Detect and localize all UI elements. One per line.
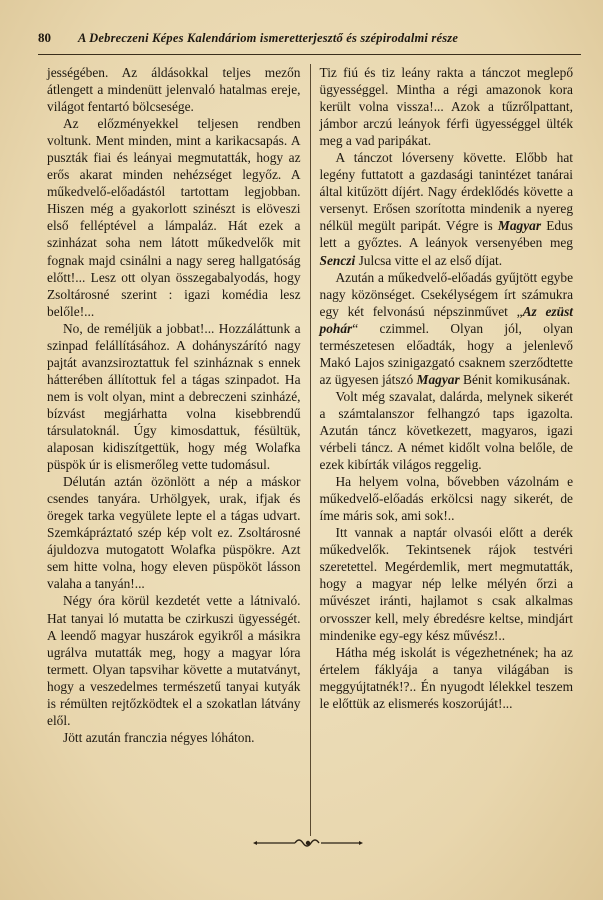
text-run: Azután a műkedvelő-előadás gyűjtött egybe nagy közönséget. Csekélységem írt számukra egy két felvonású népszinművet „ (319, 269, 574, 319)
paragraph (320, 473, 574, 524)
paragraph: Négy óra körül kezdetét vette a látnivaló. Hat tanyai ló mutatta be czirkuszi ügyességét. A leendő magyar huszárok egyikről a másikra ugrálva mutatták meg, hogy a magyar lóra termett. Olyan tapsvihar követte a mutatványt, hogy a veszedelmes természetű tanyai kutyák is rémülten rejtőzködtek el a szokatlan látvány elől. (47, 593, 301, 728)
paragraph (320, 149, 574, 268)
text-run: Volt még szavalat, dalárda, melynek sikerét a számtalanszor felhangzó taps igazolta. Azután táncz következett, magyaros, igazi vérbeli táncz. A német kidőlt volna belőle, de ezek kibírták világos reggelig. (319, 388, 574, 473)
text-run: A tánczot lóverseny követte. Előbb hat legény futtatott a gazdasági tanintézet tanárai által kitűzött díjért. Nagy érdeklődés követte a versenyt. Erősen szorította mindenik a nyereg nélkül megült paripát. Végre is (319, 150, 574, 234)
paragraph: No, de reméljük a jobbat!... Hozzáláttunk a szinpad felállításához. A dohányszárító nagy pajtát avanzsiroztattuk fel szinháznak s ennek hátterében állítottuk fel a tágas szinpadot. Ha nem is volt olyan, mint a debreczeni szinházé, bízvást megjárhatta volna kisebbrendű társulatoknál. Úgy kimosdattuk, fésültük, alaposan kidiszítgettük, hogy még Wolafka püspök úr is elismerőleg vette tudomásul. (47, 320, 301, 473)
paragraph (320, 644, 574, 712)
paragraph: Az előzményekkel teljesen rendben voltunk. Ment minden, mint a karikacsapás. A puszták fiai és leányai megmutatták, hogy az erős akarat minden nehézséget legyőz. A műkedvelő-előadástól tartottam legjobban. Hiszen még a gyakorlott szinészt is elöveszi első felléptével a lámpaláz. Hát ezek a szinházat soha nem látott műkedvelők mit fognak majd csinálni a nagy sereg hallgatóság előtt!... Lesz ott olyan összegabalyodás, hogy Zsoltárosné szerint : igazi komédia lesz belőle!... (47, 116, 301, 319)
paragraph (320, 269, 574, 388)
text-run: Ha helyem volna, bővebben vázolnám e műkedvelő-előadás erkölcsi nagy sikerét, de íme máris sok, ami sok!.. (319, 474, 574, 524)
text-run: Tiz fiú és tiz leány rakta a tánczot meglepő ügyességgel. Mintha a régi amazonok kora került volna vissza!... Azok a tűzrőlpattant, jámbor arczú leányok férfi ügyességgel ülték meg a vad paripákat. (319, 65, 574, 149)
running-header (38, 30, 581, 55)
emphasized-text: Magyar (416, 371, 460, 387)
left-column (47, 64, 301, 836)
text-run: Hátha még iskolát is végezhetnének; ha az értelem fáklyája a tanya világában is meggyújtatnék!?.. Én nyugodt lélekkel teszem le előttük az elismerés koszorúját!... (319, 644, 574, 711)
paragraph: Jött azután franczia négyes lóháton. (63, 729, 255, 745)
right-column (320, 64, 574, 836)
text-run: “ czimmel. Olyan jól, olyan természetesen előadták, hogy a jelenlevő Makó Lajos szinigazgató csaknem szerződtette az ügyesen játszó (319, 320, 574, 387)
emphasized-text: Az ezüst pohár (319, 303, 574, 336)
emphasized-text: Senczi (319, 252, 356, 268)
paragraph (320, 64, 574, 149)
text-columns (47, 64, 573, 836)
text-run: Itt vannak a naptár olvasói előtt a derék műkedvelők. Tekintsenek rájok testvéri szeretettel. Megérdemlik, mert megmutatták, hogy a magyar nép lelke mélyén őrzi a művészet iránti, hajlamot s csak alkalmas orvosszer kell, mely ébredésre keltse, mindjárt mindenike egy-egy kész művész!.. (319, 525, 574, 643)
running-title: A Debreczeni Képes Kalendáriom ismeretterjesztő és szépirodalmi része (78, 31, 459, 45)
column-divider (310, 64, 311, 836)
ornament-rule-icon (253, 835, 363, 851)
paragraph: jességében. Az áldásokkal teljes mezőn átlengett a mindenütt jelenvaló hatalmas ereje, világot fentartó bölcsesége. (47, 65, 301, 115)
emphasized-text: Magyar (497, 218, 542, 234)
paragraph: Délután aztán özönlött a nép a máskor csendes tanyára. Urhölgyek, urak, ifjak és öregek tarka vegyülete lepte el a tágas udvart. Szemkápráztató szép kép volt ez. Zsoltárosné ájuldozva mutogatott Wolafka püspökre. Azt sem hitte volna, hogy eleven püspököt lásson valaha a tanyán!... (47, 474, 301, 592)
paragraph (320, 388, 574, 473)
text-run: Julcsa vitte el az első díjat. (355, 252, 503, 268)
paragraph (320, 524, 574, 643)
text-run: Edus lett a győztes. A leányok versenyében meg (319, 218, 574, 251)
end-ornament (253, 835, 363, 851)
page-number: 80 (38, 30, 51, 45)
text-run: Bénit komikusának. (459, 371, 571, 387)
